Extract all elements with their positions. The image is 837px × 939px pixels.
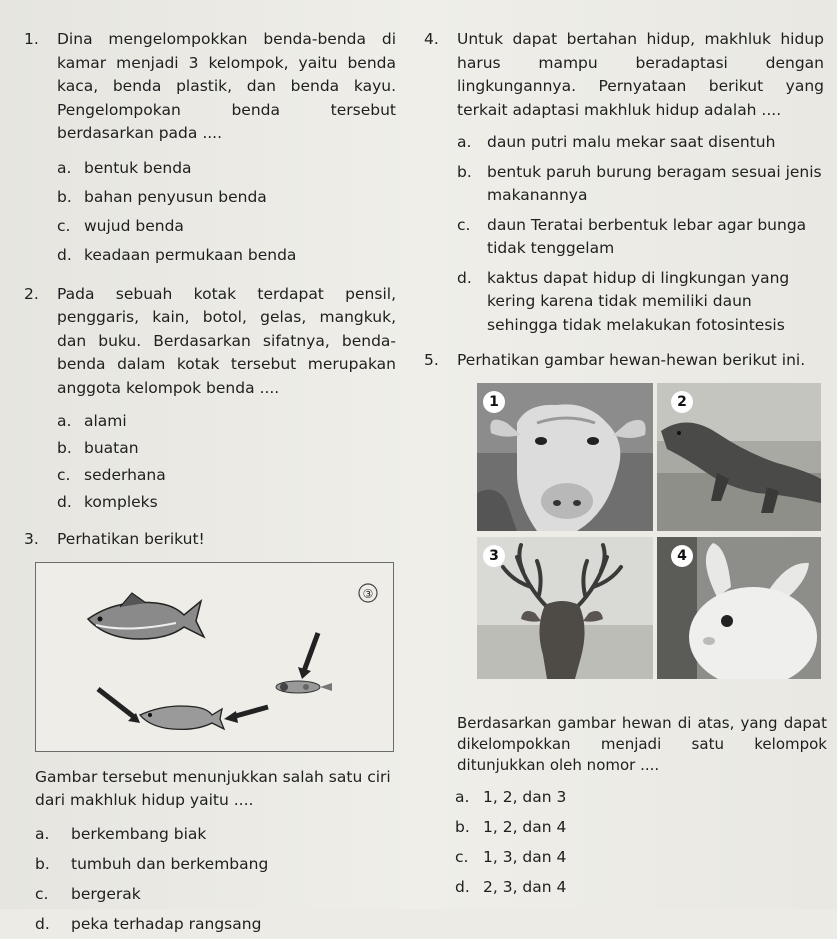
question-number: 1. xyxy=(24,30,39,48)
fish-larva-icon xyxy=(276,681,332,693)
photo-label: 1 xyxy=(483,391,505,413)
option-c[interactable]: c. 1, 3, dan 4 xyxy=(455,847,567,866)
question-number: 5. xyxy=(424,351,439,369)
option-a[interactable]: a. daun putri malu mekar saat disentuh xyxy=(457,133,776,151)
question-text: Pada sebuah kotak terdapat pensil, penggaris, kain, botol, gelas, mangkuk, dan buku. Berdasarkan sifatnya, benda-benda dalam kotak tersebut merupakan anggota kelompok benda .... xyxy=(57,284,396,397)
option-c[interactable]: c. bergerak xyxy=(35,884,141,903)
question-5 xyxy=(424,349,827,902)
photo-3-deer xyxy=(477,537,653,679)
left-column xyxy=(24,28,396,939)
option-c[interactable]: c. wujud benda xyxy=(57,216,184,235)
option-b[interactable]: b. tumbuh dan berkembang xyxy=(35,854,269,873)
option-d[interactable]: d. kompleks xyxy=(57,493,158,511)
option-c[interactable]: c. sederhana xyxy=(57,466,166,484)
question-text: Untuk dapat bertahan hidup, makhluk hidup harus mampu beradaptasi dengan lingkungannya. Pernyataan berikut yang terkait adaptasi makhluk hidup adalah .... xyxy=(457,30,824,119)
option-a[interactable]: a. 1, 2, dan 3 xyxy=(455,787,567,806)
question-text: Perhatikan gambar hewan-hewan berikut ini. xyxy=(457,351,806,369)
juvenile-fish-icon xyxy=(140,706,224,729)
animal-photo-grid xyxy=(455,383,821,707)
option-b[interactable]: b. 1, 2, dan 4 xyxy=(455,817,567,836)
option-d[interactable]: d. kaktus dapat hidup di lingkungan yang kering karena tidak memiliki daun sehingga tidak melakukan fotosintesis xyxy=(457,268,790,334)
arrow-icon xyxy=(98,689,134,717)
fish-life-cycle-figure xyxy=(35,562,394,752)
arrow-icon xyxy=(304,633,318,671)
question-number: 2. xyxy=(24,284,39,303)
question-4 xyxy=(424,28,824,337)
question-3-caption: Gambar tersebut menunjukkan salah satu ciri dari makhluk hidup yaitu .... xyxy=(35,767,391,809)
question-5-caption: Berdasarkan gambar hewan di atas, yang dapat dikelompokkan menjadi satu kelompok ditunjukkan oleh nomor .... xyxy=(457,713,827,774)
option-a[interactable]: a. alami xyxy=(57,412,127,430)
option-d[interactable]: d. peka terhadap rangsang xyxy=(35,914,262,933)
question-number: 3. xyxy=(24,530,39,548)
arrow-head-icon xyxy=(224,711,238,723)
question-2 xyxy=(24,283,396,517)
question-text: Dina mengelompokkan benda-benda di kamar menjadi 3 kelompok, yaitu benda kaca, benda plastik, dan benda kayu. Pengelompokan benda tersebut berdasarkan pada .... xyxy=(57,30,396,142)
question-text: Perhatikan berikut! xyxy=(57,530,205,548)
option-b[interactable]: b. bahan penyusun benda xyxy=(57,187,267,206)
question-3 xyxy=(24,528,396,939)
photo-label: 2 xyxy=(671,391,693,413)
option-d[interactable]: d. keadaan permukaan benda xyxy=(57,245,297,264)
option-list xyxy=(35,819,396,939)
photo-1-cow xyxy=(477,383,653,531)
option-c[interactable]: c. daun Teratai berbentuk lebar agar bunga tidak tenggelam xyxy=(457,215,807,257)
right-column xyxy=(424,28,827,902)
option-a[interactable]: a. bentuk benda xyxy=(57,158,192,177)
option-list xyxy=(57,408,396,516)
option-list xyxy=(457,131,824,337)
arrow-icon xyxy=(232,707,268,717)
adult-fish-icon xyxy=(88,593,204,639)
fish-growth-illustration xyxy=(36,563,393,751)
option-b[interactable]: b. bentuk paruh burung beragam sesuai jenis makanannya xyxy=(457,162,822,204)
stage-marker: ③ xyxy=(362,586,374,601)
option-list xyxy=(455,782,824,902)
option-b[interactable]: b. buatan xyxy=(57,439,139,457)
photo-2-komodo xyxy=(657,383,821,531)
photo-label: 4 xyxy=(671,545,693,567)
photo-label: 3 xyxy=(483,545,505,567)
option-a[interactable]: a. berkembang biak xyxy=(35,824,207,843)
photo-4-rabbit xyxy=(657,537,821,679)
option-list xyxy=(57,154,396,270)
question-1 xyxy=(24,28,396,270)
question-number: 4. xyxy=(424,30,439,48)
option-d[interactable]: d. 2, 3, dan 4 xyxy=(455,877,567,896)
